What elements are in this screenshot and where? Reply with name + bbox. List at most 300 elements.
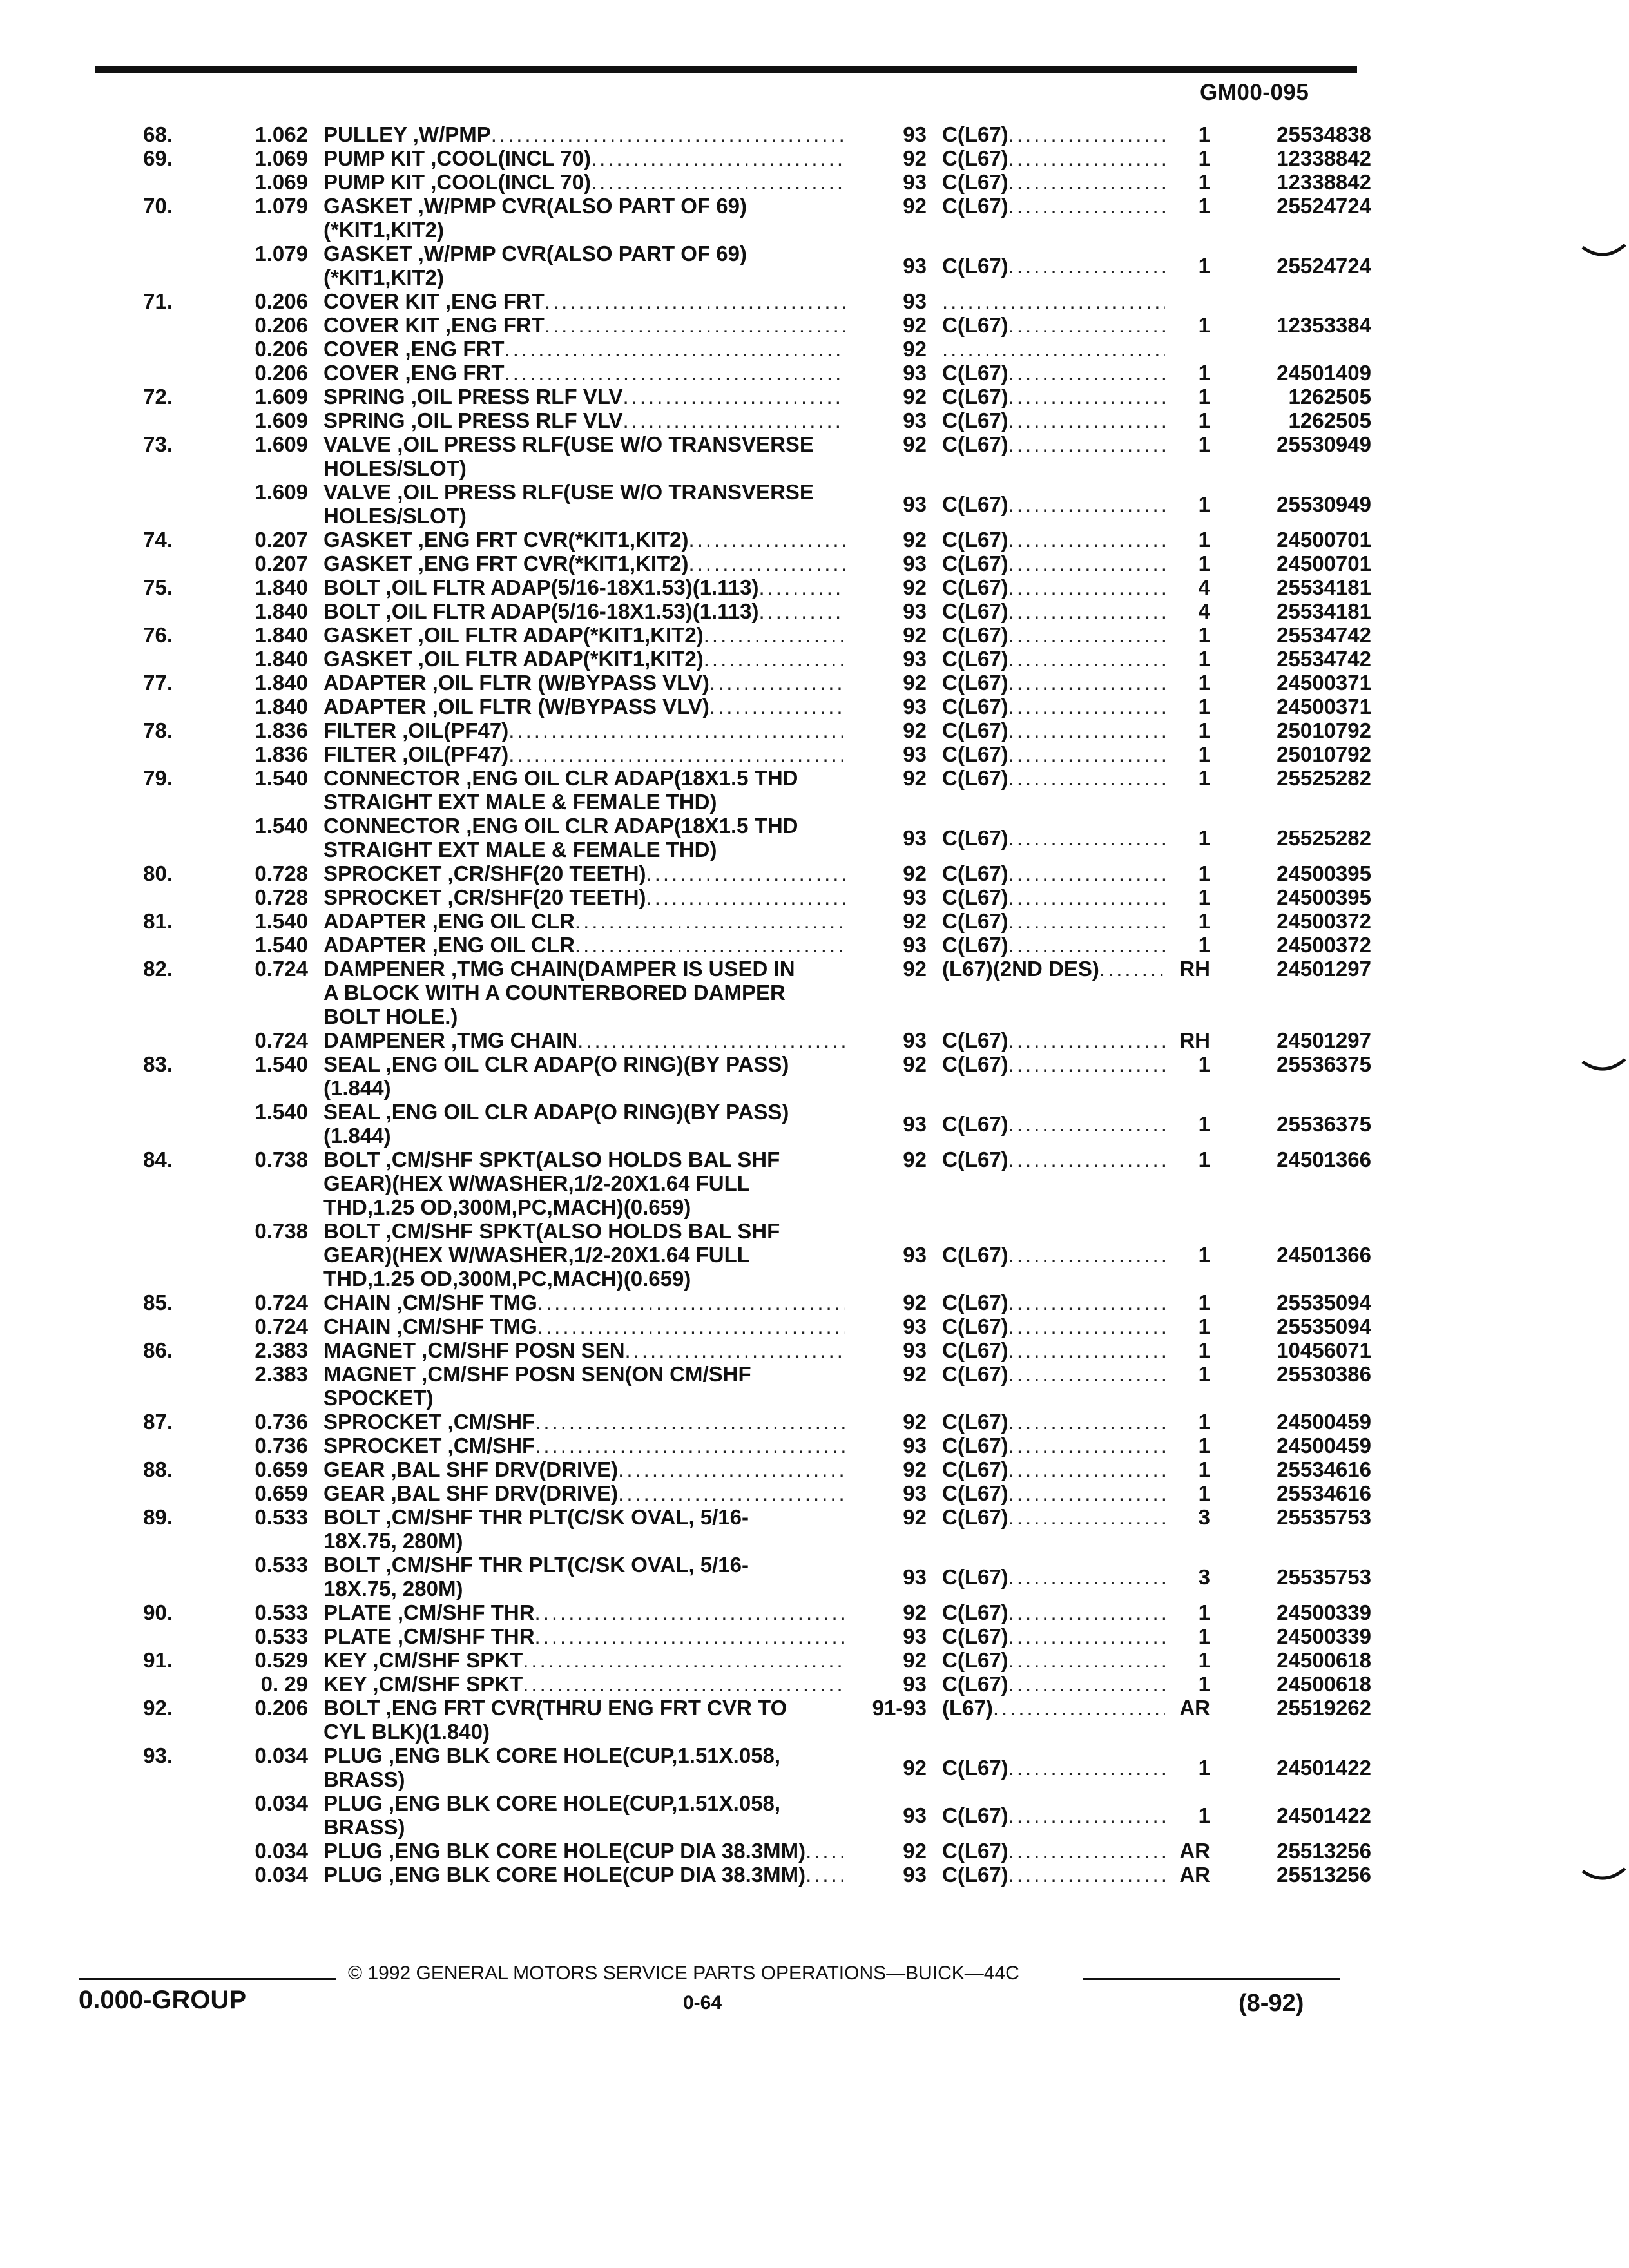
item-number: 77. [143, 671, 173, 695]
model-year: 93 [903, 1314, 927, 1338]
model-code-text: C(L67) [942, 1505, 1008, 1529]
description-line: SPROCKET ,CR/SHF(20 TEETH) [323, 861, 646, 885]
dot-leader [1008, 1243, 1165, 1267]
description [308, 671, 845, 695]
table-row [0, 623, 1629, 647]
description [308, 575, 845, 599]
description [308, 718, 845, 742]
table-row [0, 313, 1629, 337]
table-row [0, 742, 1629, 766]
model-year: 93 [903, 1803, 927, 1827]
part-number: 25010792 [1277, 742, 1371, 766]
group-number: 1.840 [255, 695, 308, 718]
dot-leader [1008, 1410, 1165, 1434]
part-number: 24500339 [1277, 1624, 1371, 1648]
group-number: 0.736 [255, 1410, 308, 1434]
dot-leader [545, 289, 845, 313]
dot-leader [1008, 1457, 1165, 1481]
model-code-text: C(L67) [942, 552, 1008, 575]
dot-leader [575, 909, 845, 933]
group-number: 1.840 [255, 575, 308, 599]
quantity: 1 [1198, 1672, 1210, 1696]
group-number: 1.609 [255, 480, 308, 504]
model-code-text: C(L67) [942, 1839, 1008, 1863]
description-line: SEAL ,ENG OIL CLR ADAP(O RING)(BY PASS) [323, 1052, 789, 1076]
quantity: 1 [1198, 194, 1210, 218]
model-year: 92 [903, 957, 927, 981]
quantity: 1 [1198, 1291, 1210, 1314]
dot-leader [646, 885, 845, 909]
model-year: 92 [903, 385, 927, 408]
table-row [0, 718, 1629, 742]
model-code-text: C(L67) [942, 1564, 1008, 1589]
description-line: PLATE ,CM/SHF THR [323, 1624, 535, 1648]
model-year: 92 [903, 575, 927, 599]
table-row [0, 1219, 1629, 1291]
table-row [0, 1624, 1629, 1648]
dot-leader [505, 337, 845, 361]
description-line: CHAIN ,CM/SHF TMG [323, 1314, 537, 1338]
model-code [927, 1565, 1165, 1589]
table-row [0, 814, 1629, 861]
model-code [927, 885, 1165, 909]
quantity: 1 [1198, 1457, 1210, 1481]
model-year: 92 [903, 194, 927, 218]
model-code [927, 1291, 1165, 1314]
part-number: 25535753 [1277, 1564, 1371, 1589]
description [308, 1100, 845, 1148]
table-row [0, 146, 1629, 170]
dot-leader [1008, 1148, 1165, 1171]
model-year: 92 [903, 1600, 927, 1624]
quantity: 1 [1198, 933, 1210, 957]
model-code-text: (L67)(2ND DES) [942, 957, 1099, 981]
dot-leader [1008, 1600, 1165, 1624]
model-code-text: C(L67) [942, 1434, 1008, 1457]
dot-leader [505, 361, 845, 385]
quantity: 1 [1198, 146, 1210, 170]
dot-leader [1008, 623, 1165, 647]
group-number: 1.840 [255, 671, 308, 695]
table-row [0, 1100, 1629, 1148]
table-row [0, 170, 1629, 194]
model-code-text: C(L67) [942, 528, 1008, 552]
item-number: 76. [143, 623, 173, 647]
model-year: 92 [903, 718, 927, 742]
part-number: 24501422 [1277, 1755, 1371, 1780]
group-number: 0.736 [255, 1434, 308, 1457]
description [308, 1744, 845, 1791]
description-line: DAMPENER ,TMG CHAIN(DAMPER IS USED IN [323, 957, 795, 981]
dot-leader [577, 1028, 845, 1052]
description-line: HOLES/SLOT) [323, 504, 467, 528]
quantity: 1 [1198, 718, 1210, 742]
part-number: 25534838 [1277, 122, 1371, 146]
date-code: (8-92) [1239, 1990, 1304, 2017]
model-code-text: C(L67) [942, 742, 1008, 766]
model-code [927, 1839, 1165, 1863]
part-number: 24500701 [1277, 552, 1371, 575]
model-code-text: C(L67) [942, 575, 1008, 599]
quantity: 1 [1198, 1362, 1210, 1386]
description [308, 480, 845, 528]
model-year: 93 [903, 253, 927, 278]
item-number: 93. [143, 1744, 173, 1767]
dot-leader [1008, 826, 1165, 850]
group-number: 1.609 [255, 385, 308, 408]
description-line: SPOCKET) [323, 1386, 434, 1410]
group-number: 1.540 [255, 814, 308, 838]
description [308, 194, 845, 242]
dot-leader [1008, 1839, 1165, 1863]
item-number: 78. [143, 718, 173, 742]
model-code [927, 1863, 1165, 1887]
footer-rule [1083, 1978, 1340, 1980]
description-line: GEAR ,BAL SHF DRV(DRIVE) [323, 1457, 619, 1481]
model-code-text: C(L67) [942, 909, 1008, 933]
model-code [927, 1410, 1165, 1434]
dot-leader [704, 647, 845, 671]
item-number: 80. [143, 861, 173, 885]
group-number: 0.724 [255, 957, 308, 981]
table-row [0, 528, 1629, 552]
dot-leader [942, 289, 1165, 313]
table-row [0, 695, 1629, 718]
item-number: 74. [143, 528, 173, 552]
description-line: BOLT ,OIL FLTR ADAP(5/16-18X1.53)(1.113) [323, 575, 759, 599]
table-row [0, 1481, 1629, 1505]
quantity: 1 [1198, 552, 1210, 575]
model-code-text: C(L67) [942, 408, 1008, 432]
binding-mark [1581, 244, 1626, 263]
dot-leader [1008, 170, 1165, 194]
model-code [927, 718, 1165, 742]
part-number: 25513256 [1277, 1863, 1371, 1887]
dot-leader [758, 575, 845, 599]
model-year: 93 [903, 599, 927, 623]
model-code-text: C(L67) [942, 194, 1008, 218]
model-code [927, 313, 1165, 337]
description-line: ADAPTER ,OIL FLTR (W/BYPASS VLV) [323, 671, 709, 695]
model-code-text: C(L67) [942, 825, 1008, 850]
table-row [0, 1028, 1629, 1052]
description-line: ADAPTER ,ENG OIL CLR [323, 933, 575, 957]
description-line: DAMPENER ,TMG CHAIN [323, 1028, 578, 1052]
table-row [0, 552, 1629, 575]
group-number: 1.540 [255, 1100, 308, 1124]
dot-leader [689, 552, 845, 575]
model-year: 92 [903, 313, 927, 337]
dot-leader [537, 1314, 845, 1338]
description [308, 766, 845, 814]
model-year: 93 [903, 492, 927, 516]
part-number: 25534181 [1277, 599, 1371, 623]
model-year: 93 [903, 1243, 927, 1267]
group-number: 1.062 [255, 122, 308, 146]
dot-leader [1008, 1756, 1165, 1780]
dot-leader [491, 122, 845, 146]
table-row [0, 1362, 1629, 1410]
parts-list [0, 122, 1629, 1887]
description [308, 1028, 845, 1052]
dot-leader [1008, 861, 1165, 885]
quantity: 1 [1198, 671, 1210, 695]
description-line: SPRING ,OIL PRESS RLF VLV [323, 408, 623, 432]
description [308, 647, 845, 671]
group-number: 0.034 [255, 1744, 308, 1767]
group-label: 0.000-GROUP [79, 1986, 247, 2014]
dot-leader [1008, 1291, 1165, 1314]
quantity: 4 [1198, 575, 1210, 599]
description [308, 1457, 845, 1481]
dot-leader [1008, 1648, 1165, 1672]
part-number: 24500459 [1277, 1410, 1371, 1434]
dot-leader [591, 170, 845, 194]
model-code-text: C(L67) [942, 766, 1008, 790]
dot-leader [625, 1338, 845, 1362]
dot-leader [709, 695, 845, 718]
description [308, 1696, 845, 1744]
model-code [927, 254, 1165, 278]
quantity: RH [1179, 1028, 1210, 1052]
model-code-text: C(L67) [942, 1600, 1008, 1624]
quantity: 1 [1198, 253, 1210, 278]
model-code-text: C(L67) [942, 432, 1008, 456]
description [308, 337, 845, 361]
dot-leader [1008, 885, 1165, 909]
description [308, 313, 845, 337]
model-year: 93 [903, 933, 927, 957]
table-row [0, 1672, 1629, 1696]
model-year: 92 [903, 1291, 927, 1314]
model-code [927, 1672, 1165, 1696]
quantity: 1 [1198, 1338, 1210, 1362]
description-line: BOLT ,CM/SHF THR PLT(C/SK OVAL, 5/16- [323, 1505, 749, 1529]
quantity: 1 [1198, 1148, 1210, 1171]
dot-leader [1008, 1434, 1165, 1457]
item-number: 72. [143, 385, 173, 408]
dot-leader [1008, 1672, 1165, 1696]
model-code [927, 957, 1165, 981]
dot-leader [704, 623, 845, 647]
model-code-text: C(L67) [942, 1148, 1008, 1171]
group-number: 1.840 [255, 647, 308, 671]
dot-leader [1008, 742, 1165, 766]
description-line: GASKET ,W/PMP CVR(ALSO PART OF 69) [323, 242, 747, 265]
part-number: 25536375 [1277, 1111, 1371, 1136]
quantity: 1 [1198, 909, 1210, 933]
model-code-text: C(L67) [942, 933, 1008, 957]
part-number: 25524724 [1277, 194, 1371, 218]
description [308, 408, 845, 432]
model-year: 92 [903, 1410, 927, 1434]
group-number: 1.079 [255, 242, 308, 265]
part-number: 24501366 [1277, 1148, 1371, 1171]
group-number: 0.034 [255, 1839, 308, 1863]
dot-leader [1008, 432, 1165, 456]
dot-leader [942, 337, 1165, 361]
part-number: 25530949 [1277, 432, 1371, 456]
model-year: 93 [903, 1338, 927, 1362]
description-line: SPROCKET ,CM/SHF [323, 1410, 535, 1434]
dot-leader [1008, 194, 1165, 218]
dot-leader [1008, 146, 1165, 170]
binding-mark [1581, 1058, 1626, 1077]
part-number: 25534616 [1277, 1481, 1371, 1505]
group-number: 1.540 [255, 933, 308, 957]
dot-leader [1008, 933, 1165, 957]
dot-leader [523, 1672, 845, 1696]
part-number: 25534742 [1277, 623, 1371, 647]
description-line: THD,1.25 OD,300M,PC,MACH)(0.659) [323, 1267, 691, 1291]
model-code [927, 1481, 1165, 1505]
description-line: STRAIGHT EXT MALE & FEMALE THD) [323, 790, 717, 814]
group-number: 0.206 [255, 313, 308, 337]
model-year: 93 [903, 1111, 927, 1136]
description-line: KEY ,CM/SHF SPKT [323, 1648, 523, 1672]
dot-leader [1008, 1624, 1165, 1648]
table-row [0, 122, 1629, 146]
description [308, 909, 845, 933]
description [308, 242, 845, 289]
description-line: BRASS) [323, 1815, 405, 1839]
description-line: SPRING ,OIL PRESS RLF VLV [323, 385, 623, 408]
dot-leader [508, 742, 845, 766]
description-line: MAGNET ,CM/SHF POSN SEN(ON CM/SHF [323, 1362, 751, 1386]
model-code-text: C(L67) [942, 122, 1008, 146]
dot-leader [1008, 361, 1165, 385]
description-line: SEAL ,ENG OIL CLR ADAP(O RING)(BY PASS) [323, 1100, 789, 1124]
quantity: 1 [1198, 1111, 1210, 1136]
model-code-text: C(L67) [942, 695, 1008, 718]
model-code-text: C(L67) [942, 361, 1008, 385]
quantity: 1 [1198, 1755, 1210, 1780]
model-code-text: C(L67) [942, 1457, 1008, 1481]
part-number: 1262505 [1288, 408, 1371, 432]
quantity: 1 [1198, 885, 1210, 909]
group-number: 1.840 [255, 599, 308, 623]
item-number: 85. [143, 1291, 173, 1314]
model-code [927, 1028, 1165, 1052]
description [308, 599, 845, 623]
model-code [927, 1112, 1165, 1136]
quantity: 4 [1198, 599, 1210, 623]
model-year: 92 [903, 1648, 927, 1672]
model-code-text: C(L67) [942, 861, 1008, 885]
description [308, 552, 845, 575]
table-row [0, 1338, 1629, 1362]
description [308, 289, 845, 313]
item-number: 69. [143, 146, 173, 170]
group-number: 0.034 [255, 1791, 308, 1815]
description-line: GASKET ,OIL FLTR ADAP(*KIT1,KIT2) [323, 647, 704, 671]
description-line: GASKET ,ENG FRT CVR(*KIT1,KIT2) [323, 528, 689, 552]
quantity: 1 [1198, 361, 1210, 385]
description [308, 1648, 845, 1672]
group-number: 0.206 [255, 337, 308, 361]
model-code-text: C(L67) [942, 1481, 1008, 1505]
model-year: 92 [903, 1052, 927, 1076]
quantity: RH [1179, 957, 1210, 981]
binding-mark [1581, 1867, 1626, 1887]
model-year: 93 [903, 361, 927, 385]
model-code [927, 492, 1165, 516]
model-code-text: C(L67) [942, 492, 1008, 516]
dot-leader [1008, 254, 1165, 278]
model-code [927, 146, 1165, 170]
part-number: 24501297 [1277, 957, 1371, 981]
model-code-text: C(L67) [942, 1291, 1008, 1314]
quantity: 1 [1198, 1052, 1210, 1076]
model-code-text: C(L67) [942, 1028, 1008, 1052]
part-number: 25530386 [1277, 1362, 1371, 1386]
part-number: 25535094 [1277, 1291, 1371, 1314]
description-line: MAGNET ,CM/SHF POSN SEN [323, 1338, 625, 1362]
model-year: 93 [903, 1028, 927, 1052]
dot-leader [1008, 1362, 1165, 1386]
description-line: 18X.75, 280M) [323, 1577, 463, 1600]
description-line: FILTER ,OIL(PF47) [323, 742, 509, 766]
description-line: PULLEY ,W/PMP [323, 122, 491, 146]
quantity: 1 [1198, 1624, 1210, 1648]
model-code [927, 1457, 1165, 1481]
description-line: (1.844) [323, 1076, 391, 1100]
dot-leader [1008, 909, 1165, 933]
description [308, 1481, 845, 1505]
model-code-text: C(L67) [942, 885, 1008, 909]
dot-leader [1008, 385, 1165, 408]
model-year: 93 [903, 647, 927, 671]
table-row [0, 861, 1629, 885]
model-year: 93 [903, 408, 927, 432]
item-number: 90. [143, 1600, 173, 1624]
quantity: 1 [1198, 432, 1210, 456]
model-code-text: C(L67) [942, 1410, 1008, 1434]
quantity: 1 [1198, 1648, 1210, 1672]
group-number: 1.079 [255, 194, 308, 218]
description [308, 1791, 845, 1839]
quantity: 1 [1198, 122, 1210, 146]
model-year: 93 [903, 1624, 927, 1648]
table-row [0, 1600, 1629, 1624]
model-code-text: (L67) [942, 1696, 993, 1720]
part-number: 24500371 [1277, 671, 1371, 695]
description-line: (*KIT1,KIT2) [323, 218, 445, 242]
description-line: CYL BLK)(1.840) [323, 1720, 490, 1744]
description-line: PLATE ,CM/SHF THR [323, 1600, 535, 1624]
item-number: 87. [143, 1410, 173, 1434]
part-number: 24501409 [1277, 361, 1371, 385]
dot-leader [1008, 1863, 1165, 1887]
model-code [927, 1624, 1165, 1648]
description-line: (1.844) [323, 1124, 391, 1148]
quantity: AR [1179, 1863, 1210, 1887]
part-number: 25525282 [1277, 825, 1371, 850]
description [308, 1434, 845, 1457]
quantity: 1 [1198, 742, 1210, 766]
model-code [927, 909, 1165, 933]
model-code [927, 1362, 1165, 1386]
table-row [0, 671, 1629, 695]
table-row [0, 1434, 1629, 1457]
model-code [927, 361, 1165, 385]
dot-leader [1008, 1052, 1165, 1076]
dot-leader [1008, 575, 1165, 599]
group-number: 0.533 [255, 1600, 308, 1624]
quantity: 1 [1198, 1434, 1210, 1457]
table-row [0, 957, 1629, 1028]
dot-leader [618, 1481, 845, 1505]
